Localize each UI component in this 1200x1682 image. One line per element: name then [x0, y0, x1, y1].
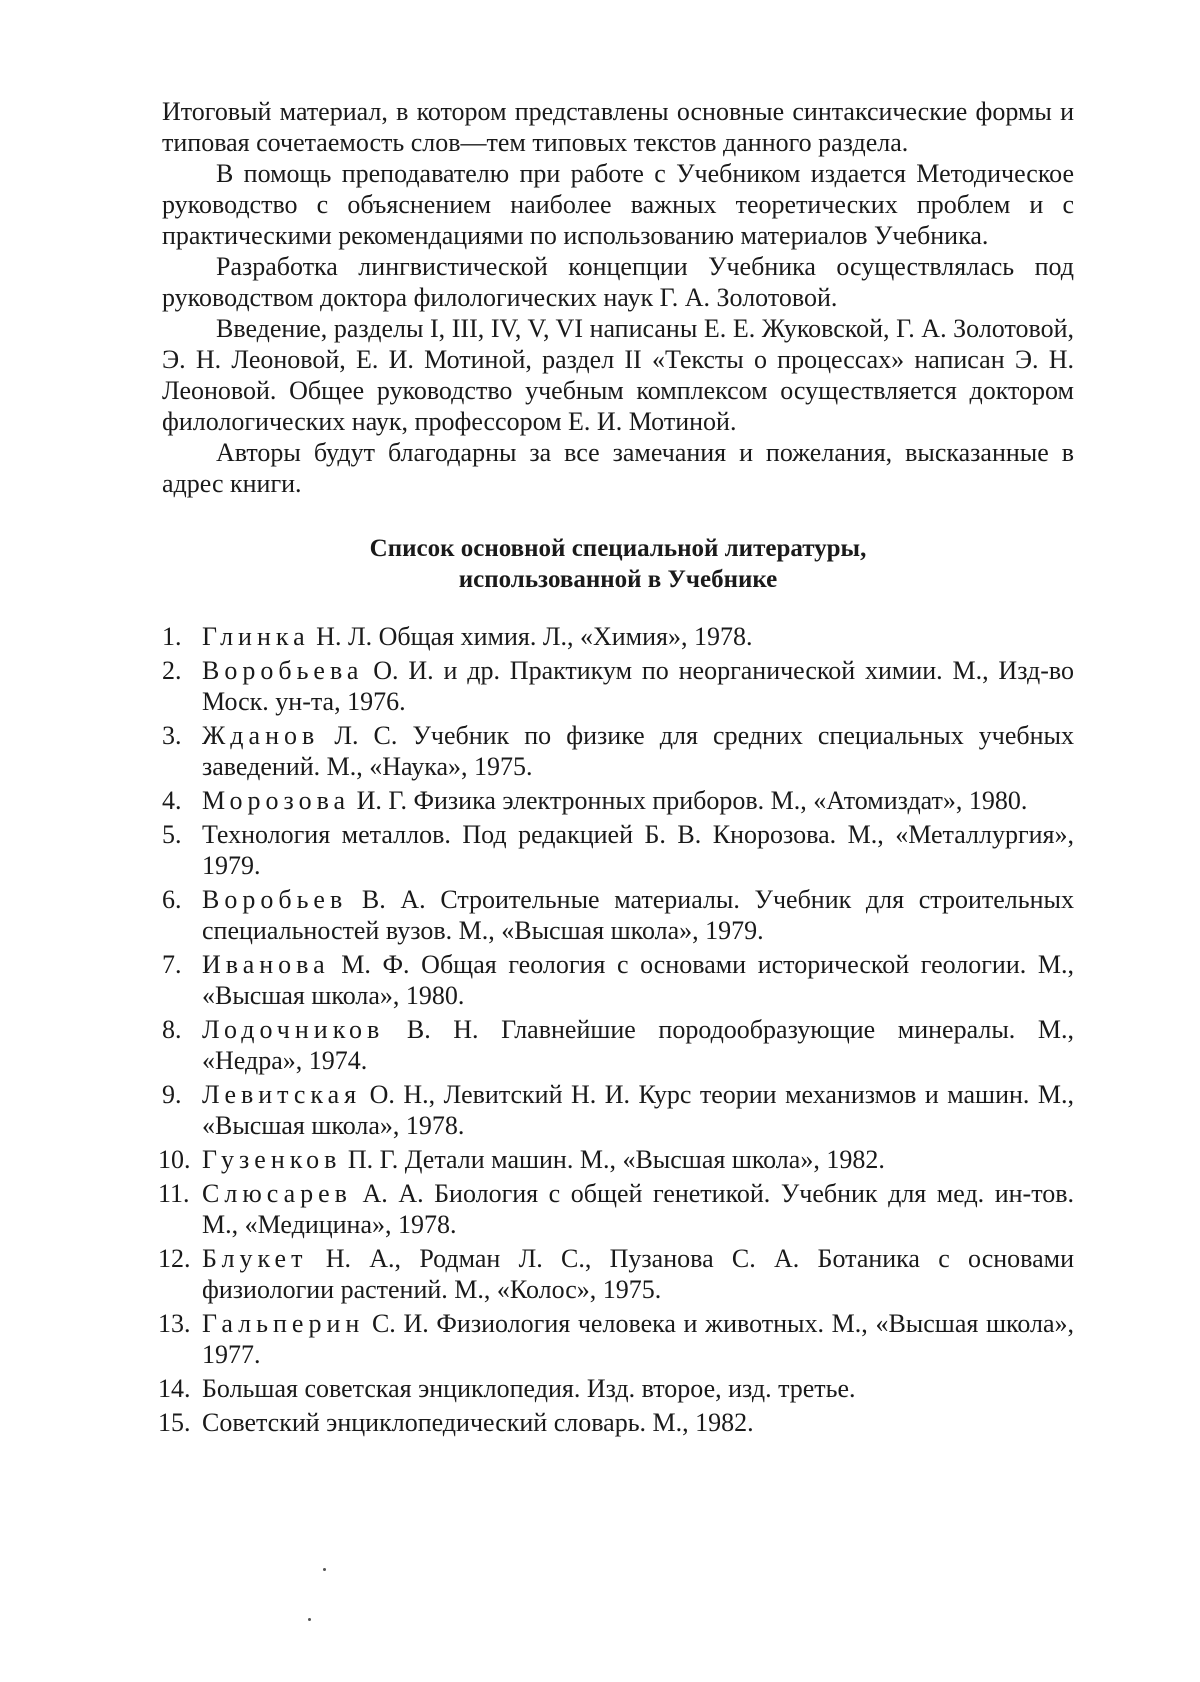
literature-item-text: О. И. и др. Практикум по неорганической химии. М., Изд-во Моск. ун-та, 1976.	[202, 656, 1074, 716]
literature-item	[162, 655, 1074, 717]
literature-item-number: 12.	[158, 1244, 191, 1273]
literature-item-author: Воробьев	[202, 885, 348, 914]
literature-item-text: А. А. Биология с общей генетикой. Учебник для мед. ин-тов. М., «Медицина», 1978.	[202, 1179, 1074, 1239]
literature-item-text: В. Н. Главнейшие породообразующие минералы. М., «Недра», 1974.	[202, 1015, 1074, 1075]
literature-item-text: И. Г. Физика электронных приборов. М., «Атомиздат», 1980.	[350, 786, 1028, 815]
literature-list	[158, 621, 1074, 1438]
literature-item	[158, 1407, 1074, 1438]
literature-item-number: 5.	[162, 820, 182, 849]
literature-item-text: С. И. Физиология человека и животных. М., «Высшая школа», 1977.	[202, 1309, 1074, 1369]
literature-item-number: 3.	[162, 721, 182, 750]
literature-item-author: Морозова	[202, 786, 351, 815]
intro-paragraph-3: Разработка лингвистической концепции Учебника осуществлялась под руководством доктора филологических наук Г. А. Золотовой.	[162, 252, 1074, 312]
literature-item-text: П. Г. Детали машин. М., «Высшая школа», 1982.	[341, 1145, 885, 1174]
literature-item-text: О. Н., Левитский Н. И. Курс теории механизмов и машин. М., «Высшая школа», 1978.	[202, 1080, 1074, 1140]
literature-item	[158, 1308, 1074, 1370]
literature-item-text: Н. Л. Общая химия. Л., «Химия», 1978.	[309, 622, 753, 651]
literature-item-number: 10.	[158, 1145, 191, 1174]
literature-item	[162, 621, 1074, 652]
literature-item-number: 7.	[162, 950, 182, 979]
literature-item-author: Жданов	[202, 721, 320, 750]
literature-item-text: В. А. Строительные материалы. Учебник для строительных специальностей вузов. М., «Высшая школа», 1979.	[202, 885, 1074, 945]
literature-item-author: Глинка	[202, 622, 310, 651]
literature-item	[162, 785, 1074, 816]
literature-heading	[162, 533, 1074, 595]
literature-heading-line-1: Список основной специальной литературы,	[369, 535, 867, 562]
literature-item-number: 14.	[158, 1374, 191, 1403]
literature-item-text: Н. А., Родман Л. С., Пузанова С. А. Ботаника с основами физиологии растений. М., «Колос», 1975.	[202, 1244, 1074, 1304]
literature-item-author: Воробьева	[202, 656, 364, 685]
literature-item-number: 15.	[158, 1408, 191, 1437]
literature-item-author: Гузенков	[202, 1145, 342, 1174]
literature-item	[162, 1014, 1074, 1076]
literature-item-number: 6.	[162, 885, 182, 914]
literature-item-number: 9.	[162, 1080, 182, 1109]
literature-item-author: Блукет	[202, 1244, 308, 1273]
literature-item-number: 2.	[162, 656, 182, 685]
literature-item	[162, 884, 1074, 946]
literature-item	[162, 949, 1074, 1011]
literature-item-text: Л. С. Учебник по физике для средних специальных учебных заведений. М., «Наука», 1975.	[202, 721, 1074, 781]
literature-item-author: Слюсарев	[202, 1179, 352, 1208]
literature-item-text: Технология металлов. Под редакцией Б. В. Кнорозова. М., «Металлургия», 1979.	[202, 820, 1074, 880]
literature-item-text: Советский энциклопедический словарь. М., 1982.	[202, 1408, 754, 1437]
literature-item-number: 4.	[162, 786, 182, 815]
intro-paragraph-2: В помощь преподавателю при работе с Учебником издается Методическое руководство с объяснением наиболее важных теоретических проблем и с практическими рекомендациями по использованию материалов Учебника.	[162, 159, 1074, 250]
literature-item	[158, 1144, 1074, 1175]
literature-item-text: Большая советская энциклопедия. Изд. второе, изд. третье.	[202, 1374, 856, 1403]
literature-item-author: Левитская	[202, 1080, 362, 1109]
scan-speck	[308, 1618, 311, 1621]
literature-item	[162, 720, 1074, 782]
literature-item-text: М. Ф. Общая геология с основами исторической геологии. М., «Высшая школа», 1980.	[202, 950, 1074, 1010]
literature-heading-line-2: использованной в Учебнике	[458, 566, 778, 593]
intro-paragraph-5: Авторы будут благодарны за все замечания и пожелания, высказанные в адрес книги.	[162, 438, 1074, 498]
literature-item	[158, 1373, 1074, 1404]
literature-item	[158, 1243, 1074, 1305]
literature-item-author: Иванова	[202, 950, 330, 979]
intro-paragraph-1: Итоговый материал, в котором представлены основные синтаксические формы и типовая сочетаемость слов—тем типовых текстов данного раздела.	[162, 97, 1074, 157]
literature-item-author: Лодочников	[202, 1015, 385, 1044]
literature-item	[162, 819, 1074, 881]
literature-item-number: 13.	[158, 1309, 191, 1338]
document-page	[158, 96, 1074, 1441]
literature-item	[158, 1178, 1074, 1240]
literature-item-number: 11.	[158, 1179, 190, 1208]
literature-item	[162, 1079, 1074, 1141]
intro-paragraph-4: Введение, разделы I, III, IV, V, VI написаны Е. Е. Жуковской, Г. А. Золотовой, Э. Н. Леоновой, Е. И. Мотиной, раздел II «Тексты о процессах» написан Э. Н. Леоновой. Общее руководство учебным комплексом осуществляется доктором филологических наук, профессором Е. И. Мотиной.	[162, 314, 1074, 436]
literature-item-number: 8.	[162, 1015, 182, 1044]
scan-speck	[323, 1568, 326, 1571]
literature-item-author: Гальперин	[202, 1309, 365, 1338]
literature-item-number: 1.	[162, 622, 182, 651]
